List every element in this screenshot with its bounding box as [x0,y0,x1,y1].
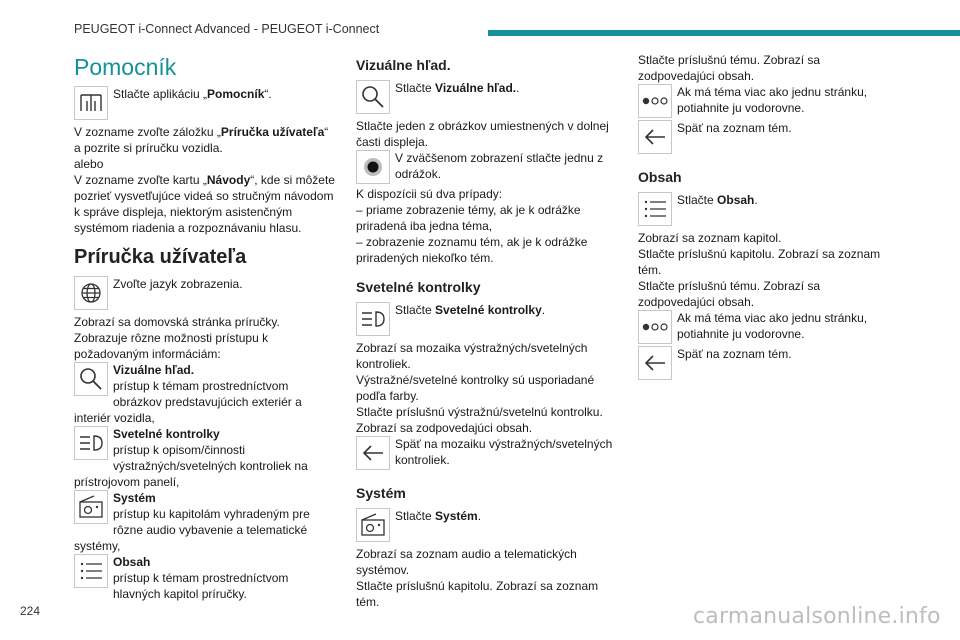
paragraph-user-guide: V zozname zvoľte záložku „Príručka užívateľa“ a pozrite si príručku vozidla. [74,125,329,155]
back-arrow-icon [638,120,672,154]
paragraph-content: Zobrazí sa zodpovedajúci obsah. [356,421,533,435]
step-zoom-bullet: V zväčšenom zobrazení stlačte jednu z odrážok. [356,150,618,186]
paragraph-tutorials: V zozname zvoľte kartu „Návody“, kde si môžete pozrieť vysvetľujúce videá so stručným návodom k správe displeja, niektorým asistenčným systémom riadenia a rozpoznávaniu hlasu. [74,173,335,235]
paragraph-press-chapter: Stlačte príslušnú kapitolu. Zobrazí sa zoznam tém. [638,247,881,277]
step-warning-lights: Stlačte Svetelné kontrolky. [356,302,618,338]
running-header: PEUGEOT i-Connect Advanced - PEUGEOT i-Connect [74,22,380,36]
watermark: carmanualsonline.info [693,604,941,629]
warning-lights-icon [356,302,390,336]
subsection-title-system: Systém [356,485,406,501]
back-arrow-icon [356,436,390,470]
paragraph-system-list: Zobrazí sa zoznam audio a telematických systémov. [356,547,577,577]
search-icon [74,362,108,396]
paragraph-system-chapter: Stlačte príslušnú kapitolu. Zobrazí sa zoznam tém. [356,579,599,609]
paragraph-press-topic: Stlačte príslušnú tému. Zobrazí sa zodpovedajúci obsah. [638,53,821,83]
paragraph-chapter-list: Zobrazí sa zoznam kapitol. [638,231,782,245]
subsection-title-visual-search: Vizuálne hľad. [356,57,451,73]
header-accent-bar [488,30,960,36]
step-swipe-pages: Ak má téma viac ako jednu stránku, potiahnite ju vodorovne. [638,84,900,120]
step-contents: Stlačte Obsah. [638,192,900,228]
paragraph-home: Zobrazí sa domovská stránka príručky. [74,315,280,329]
step-visual-search: Stlačte Vizuálne hľad.. [356,80,618,116]
paragraph-case-1: – priame zobrazenie témy, ak je k odrážke priradená iba jedna téma, [356,203,581,233]
system-icon [356,508,390,542]
step-language: Zvoľte jazyk zobrazenia. [74,276,336,312]
step-back-to-mosaic: Späť na mozaiku výstražných/svetelných kontroliek. [356,436,618,472]
contents-list-icon [74,554,108,588]
warning-lights-icon [74,426,108,460]
subsection-title-warning-lights: Svetelné kontrolky [356,279,481,295]
option-contents: Obsah prístup k témam prostredníctvom hlavných kapitol príručky. [74,554,336,602]
paragraph-mosaic: Zobrazí sa mozaika výstražných/svetelných kontroliek. [356,341,588,371]
option-warning-lights: Svetelné kontrolky prístup k opisom/činnosti výstražných/svetelných kontroliek na prístrojovom panelí, [74,427,308,489]
manual-icon [74,86,108,120]
page-number: 224 [20,604,41,618]
back-arrow-icon [638,346,672,380]
column-2 [356,52,618,610]
column-3 [638,52,900,382]
dot-bullet-icon [356,150,390,184]
paragraph-by-color: Výstražné/svetelné kontrolky sú usporiadané podľa farby. [356,373,595,403]
page-dots-icon [638,310,672,344]
section-title-user-guide: Príručka užívateľa [74,246,247,268]
contents-list-icon [638,192,672,226]
step-system: Stlačte Systém. [356,508,618,544]
paragraph-or: alebo [74,157,104,171]
step-launch-assistant: Stlačte aplikáciu „Pomocník“. [74,86,336,122]
paragraph-cases: K dispozícii sú dva prípady: [356,187,503,201]
system-icon [74,490,108,524]
paragraph-press-topic-2: Stlačte príslušnú tému. Zobrazí sa zodpovedajúci obsah. [638,279,821,309]
search-icon [356,80,390,114]
step-swipe-pages-2: Ak má téma viac ako jednu stránku, potiahnite ju vodorovne. [638,310,900,346]
paragraph-case-2: – zobrazenie zoznamu tém, ak je k odrážke priradených niekoľko tém. [356,235,588,265]
subsection-title-contents: Obsah [638,169,682,185]
page-dots-icon [638,84,672,118]
paragraph-press-light: Stlačte príslušnú výstražnú/svetelnú kontrolku. [356,405,603,419]
option-system: Systém prístup ku kapitolám vyhradeným pre rôzne audio vybavenie a telematické systémy, [74,491,310,553]
step-back-to-topics: Späť na zoznam tém. [638,120,900,156]
paragraph-select-image: Stlačte jeden z obrázkov umiestnených v dolnej časti displeja. [356,119,609,149]
paragraph-options: Zobrazuje rôzne možnosti prístupu k požadovaným informáciám: [74,331,269,361]
step-back-to-topics-2: Späť na zoznam tém. [638,346,900,382]
globe-icon [74,276,108,310]
section-title-assistant: Pomocník [74,54,177,80]
option-visual-search: Vizuálne hľad. prístup k témam prostredníctvom obrázkov predstavujúcich exteriér a interiér vozidla, [74,363,302,425]
column-1 [74,52,336,602]
